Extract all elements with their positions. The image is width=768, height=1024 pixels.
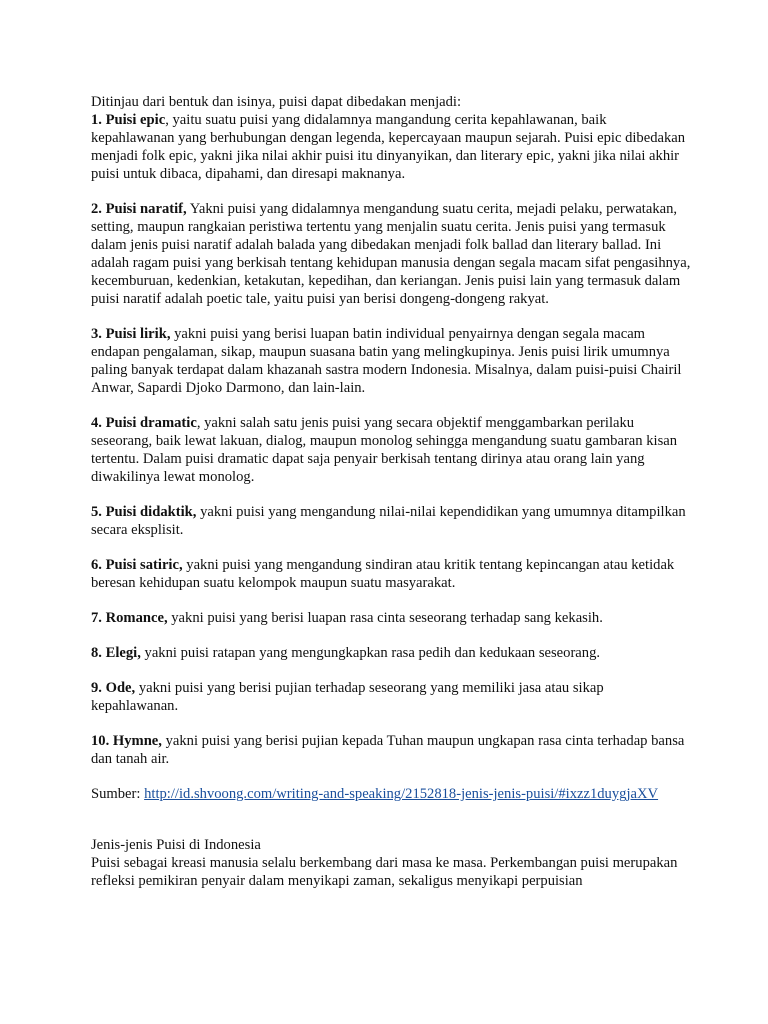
item-text: yakni puisi yang berisi luapan rasa cinta seseorang terhadap sang kekasih. [167, 610, 603, 626]
item-text: yakni puisi yang mengandung nilai-nilai kependidikan yang umumnya ditampilkan secara eksplisit. [91, 504, 686, 538]
intro-text: Ditinjau dari bentuk dan isinya, puisi dapat dibedakan menjadi: [91, 94, 462, 110]
list-item [91, 503, 691, 539]
item-term: 9. Ode, [91, 680, 136, 696]
section-heading: Jenis-jenis Puisi di Indonesia [91, 837, 261, 853]
item-text: , yaitu suatu puisi yang didalamnya mangandung cerita kepahlawanan, baik kepahlawanan yang berhubungan dengan legenda, kepercayaan maupun sejarah. Puisi epic dibedakan menjadi folk epic, yakni jika nilai akhir puisi itu dinyanyikan, dan literary epic, yakni jika nilai akhir puisi untuk dibaca, dipahami, dan diresapi maknanya. [91, 112, 686, 182]
item-text: yakni puisi ratapan yang mengungkapkan rasa pedih dan kedukaan seseorang. [140, 645, 601, 661]
item-term: 3. Puisi lirik, [91, 326, 171, 342]
item-term: 2. Puisi naratif, [91, 201, 187, 217]
section-text: Puisi sebagai kreasi manusia selalu berkembang dari masa ke masa. Perkembangan puisi merupakan refleksi pemikiran penyair dalam menyikapi zaman, sekaligus menyikapi perpuisian [91, 855, 678, 889]
list-item [91, 325, 691, 397]
item-term: 1. Puisi epic [91, 112, 166, 128]
list-item [91, 679, 691, 715]
item-term: 10. Hymne, [91, 733, 162, 749]
item-term: 6. Puisi satiric, [91, 557, 183, 573]
item-term: 5. Puisi didaktik, [91, 504, 197, 520]
list-item [91, 732, 691, 768]
list-item [91, 414, 691, 486]
document-page [91, 93, 691, 890]
item-text: yakni puisi yang mengandung sindiran atau kritik tentang kepincangan atau ketidak beresan kehidupan suatu kelompok maupun suatu masyarakat. [91, 557, 675, 591]
item-term: 4. Puisi dramatic [91, 415, 197, 431]
spacer [91, 820, 691, 836]
item-text: , yakni salah satu jenis puisi yang secara objektif menggambarkan perilaku seseorang, baik lewat lakuan, dialog, maupun monolog sehingga mengandung suatu gambaran kisan tertentu. Dalam puisi dramatic dapat saja penyair berkisah tentang dirinya atau orang lain yang diwakilinya lewat monolog. [91, 415, 678, 485]
list-item [91, 644, 691, 662]
source-line [91, 785, 691, 803]
source-link[interactable]: http://id.shvoong.com/writing-and-speaking/2152818-jenis-jenis-puisi/#ixzz1duygjaXV [144, 786, 659, 802]
list-item [91, 556, 691, 592]
list-item [91, 111, 691, 183]
list-item [91, 609, 691, 627]
item-term: 7. Romance, [91, 610, 168, 626]
item-text: yakni puisi yang berisi luapan batin individual penyairnya dengan segala macam endapan pengalaman, sikap, maupun suasana batin yang melingkupinya. Jenis puisi lirik umumnya paling banyak terdapat dalam khazanah sastra modern Indonesia. Misalnya, dalam puisi-puisi Chairil Anwar, Sapardi Djoko Darmono, dan lain-lain. [91, 326, 682, 396]
list-item [91, 200, 691, 308]
source-label: Sumber: [91, 786, 145, 802]
item-text: yakni puisi yang berisi pujian terhadap seseorang yang memiliki jasa atau sikap kepahlawanan. [91, 680, 604, 714]
item-text: Yakni puisi yang didalamnya mengandung suatu cerita, mejadi pelaku, perwatakan, setting, maupun rangkaian peristiwa tertentu yang menjalin suatu cerita. Jenis puisi yang termasuk dalam jenis puisi naratif adalah balada yang dibedakan menjadi folk ballad dan literary ballad. Ini adalah ragam puisi yang berkisah tentang kehidupan manusia dengan segala macam sifat pengasihnya, kecemburuan, kedenkian, ketakutan, kepedihan, dan keriangan. Jenis puisi lain yang termasuk dalam puisi naratif adalah poetic tale, yaitu puisi yan berisi dongeng-dongeng rakyat. [91, 201, 691, 307]
item-text: yakni puisi yang berisi pujian kepada Tuhan maupun ungkapan rasa cinta terhadap bansa dan tanah air. [91, 733, 685, 767]
item-term: 8. Elegi, [91, 645, 141, 661]
